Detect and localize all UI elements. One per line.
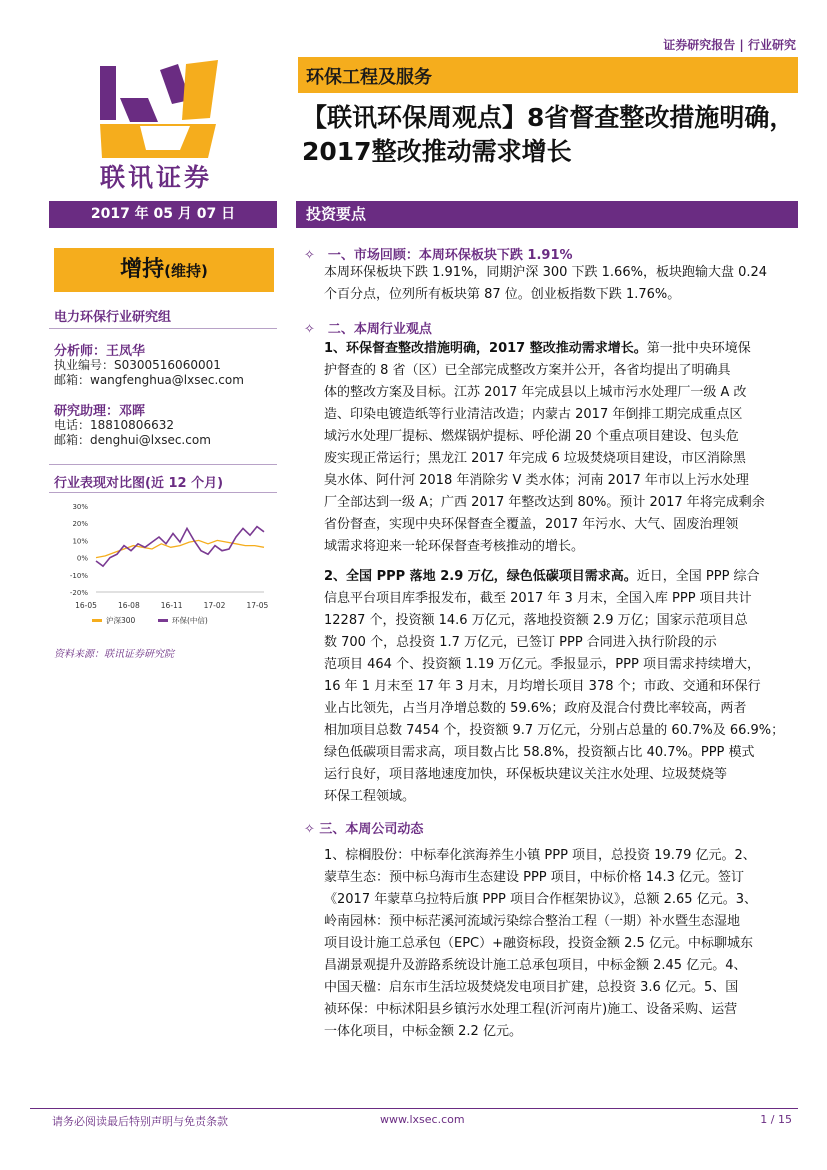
text-line: 相加项目总数 7454 个，投资额 9.7 万亿元，分别占总量的 60.7%及 66.9%； (324, 723, 785, 738)
legend-label: 环保(中信) (172, 616, 208, 625)
chart-svg (54, 498, 276, 648)
logo-wordmark: 联讯证券 (100, 163, 213, 192)
text-line: 域需求将迎来一轮环保督查考核推动的增长。 (324, 539, 585, 554)
text-line: 范项目 464 个、投资额 1.19 万亿元。季报显示，PPP 项目需求持续增大， (324, 657, 760, 672)
assistant-phone: 电话：18810806632 (54, 418, 174, 432)
report-title: 【联讯环保周观点】8省督查整改措施明确，2017整改推动需求增长 (302, 103, 795, 166)
text-line: 臭水体、阿什河 2018 年消除劣 V 类水体；河南 2017 年市以上污水处理 (324, 473, 749, 488)
text-line (324, 566, 798, 588)
text-line: 信息平台项目库季报发布，截至 2017 年 3 月末，全国入库 PPP 项目共计 (324, 591, 752, 606)
text-line: 祯环保：中标沭阳县乡镇污水处理工程(沂河南片)施工、设备采购、运营 (324, 1002, 738, 1017)
assistant-name: 研究助理：邓晖 (54, 404, 146, 419)
chart-source: 资料来源：联讯证券研究院 (54, 649, 174, 660)
footer-website[interactable]: www.lxsec.com (380, 1113, 465, 1126)
y-tick-label: 30% (72, 503, 88, 511)
y-tick-label: -20% (69, 589, 88, 597)
paragraph-ppp (324, 566, 798, 808)
text-line: 废实现正常运行；黑龙江 2017 年完成 6 垃圾焚烧项目建设，市区消除黑 (324, 451, 746, 466)
sector-name: 环保工程及服务 (306, 67, 432, 88)
text-line: 蒙草生态：预中标乌海市生态建设 PPP 项目，中标价格 14.3 亿元。签订 (324, 870, 744, 885)
text-line (324, 338, 798, 360)
text-line: 岭南园林：预中标茫溪河流域污染综合整治工程（一期）补水暨生态湿地 (324, 914, 741, 929)
company-logo (100, 60, 240, 192)
performance-chart (54, 498, 276, 648)
divider (49, 492, 277, 493)
text-line: 项目设计施工总承包（EPC）+融资标段，投资金额 2.5 亿元。中标聊城东 (324, 936, 753, 951)
legend-swatch (92, 619, 102, 622)
text-line: 1、棕榈股份：中标奉化滨海养生小镇 PPP 项目，总投资 19.79 亿元。2、 (324, 848, 756, 863)
chart-title: 行业表现对比图(近 12 个月) (54, 476, 224, 491)
divider (49, 328, 277, 329)
text-line: 省份督查，实现中央环保督查全覆盖，2017 年污水、大气、固废治理领 (324, 517, 739, 532)
text-line: 昌湖景观提升及游路系统设计施工总承包项目，中标金额 2.45 亿元。4、 (324, 958, 747, 973)
text-line: 《2017 年蒙草乌拉特后旗 PPP 项目合作框架协议》，总额 2.65 亿元。3、 (324, 892, 757, 907)
text-line: 厂全部达到一级 A；广西 2017 年整改达到 80%。预计 2017 年将完成剩余 (324, 495, 765, 510)
paragraph-lead: 1、环保督查整改措施明确，2017 整改推动需求增长。 (324, 341, 647, 356)
x-tick-label: 16-05 (75, 601, 97, 610)
summary-header: 投资要点 (296, 201, 798, 228)
y-tick-label: 10% (72, 537, 88, 546)
divider (49, 464, 277, 465)
analyst-email[interactable]: 邮箱：wangfenghua@lxsec.com (54, 373, 244, 387)
y-tick-label: -10% (69, 571, 88, 580)
legend-swatch (158, 619, 168, 622)
text-line: 本周环保板块下跌 1.91%，同期沪深 300 下跌 1.66%，板块跑输大盘 0.24 (324, 265, 768, 280)
market-review-text (324, 262, 798, 306)
report-category: 证券研究报告 | 行业研究 (663, 38, 796, 52)
y-tick-label: 20% (72, 520, 88, 529)
section-company-news: ✧ 三、本周公司动态 (304, 822, 424, 837)
section-industry-view: ✧ 二、本周行业观点 (304, 322, 432, 337)
rating-box (54, 248, 274, 292)
series-line-1 (96, 527, 264, 567)
research-group: 电力环保行业研究组 (54, 310, 172, 325)
paragraph-companies (324, 845, 798, 1043)
text-line: 个百分点，位列所有板块第 87 位。创业板指数下跌 1.76%。 (324, 287, 681, 302)
text-line: 造、印染电镀造纸等行业清洁改造；内蒙古 2017 年倒排工期完成重点区 (324, 407, 743, 422)
footer-page-number: 1 / 15 (760, 1113, 792, 1126)
footer-divider (30, 1108, 798, 1109)
y-tick-label: 0% (76, 554, 88, 563)
text-run: 近日，全国 PPP 综合 (636, 569, 760, 584)
text-line: 中国天楹：启东市生活垃圾焚烧发电项目扩建，总投资 3.6 亿元。5、国 (324, 980, 739, 995)
x-tick-label: 16-08 (117, 601, 140, 610)
text-line: 护督查的 8 省（区）已全部完成整改方案并公开，各省均提出了明确具 (324, 363, 731, 378)
legend-label: 沪深300 (106, 616, 136, 625)
text-line: 体的整改方案及目标。江苏 2017 年完成县以上城市污水处理厂一级 A 改 (324, 385, 747, 400)
text-line: 一体化项目，中标金额 2.2 亿元。 (324, 1024, 522, 1039)
text-line: 16 年 1 月末至 17 年 3 月末，月均增长项目 378 个；市政、交通和环保行 (324, 679, 761, 694)
analyst-cert: 执业编号：S0300516060001 (54, 358, 221, 372)
rating-main: 增持 (120, 257, 165, 282)
assistant-email[interactable]: 邮箱：denghui@lxsec.com (54, 433, 211, 447)
text-line: 环保工程领域。 (324, 789, 416, 804)
footer-disclaimer[interactable]: 请务必阅读最后特别声明与免责条款 (52, 1115, 228, 1128)
text-line: 业占比领先，占当月净增总数的 59.6%；政府及混合付费比率较高，两者 (324, 701, 747, 716)
text-line: 12287 个，投资额 14.6 万亿元，落地投资额 2.9 万亿；国家示范项目总 (324, 613, 748, 628)
x-tick-label: 16-11 (160, 601, 183, 610)
text-line: 域污水处理厂提标、燃煤锅炉提标、呼伦湖 20 个重点项目建设、包头危 (324, 429, 739, 444)
x-tick-label: 17-02 (203, 601, 226, 610)
rating-sub: (维持) (164, 262, 208, 280)
paragraph-inspection (324, 338, 798, 558)
paragraph-lead: 2、全国 PPP 落地 2.9 万亿，绿色低碳项目需求高。 (324, 569, 637, 584)
text-line: 数 700 个，总投资 1.7 万亿元，已签订 PPP 合同进入执行阶段的示 (324, 635, 717, 650)
x-tick-label: 17-05 (246, 601, 269, 610)
report-date: 2017 年 05 月 07 日 (49, 201, 277, 228)
text-run: 第一批中央环境保 (646, 341, 751, 356)
section-market-review: ✧ 一、市场回顾：本周环保板块下跌 1.91% (304, 248, 573, 263)
text-line: 运行良好，项目落地速度加快，环保板块建议关注水处理、垃圾焚烧等 (324, 767, 728, 782)
analyst-name: 分析师：王凤华 (54, 344, 146, 359)
text-line: 绿色低碳项目需求高，项目数占比 58.8%，投资额占比 40.7%。PPP 模式 (324, 745, 755, 760)
